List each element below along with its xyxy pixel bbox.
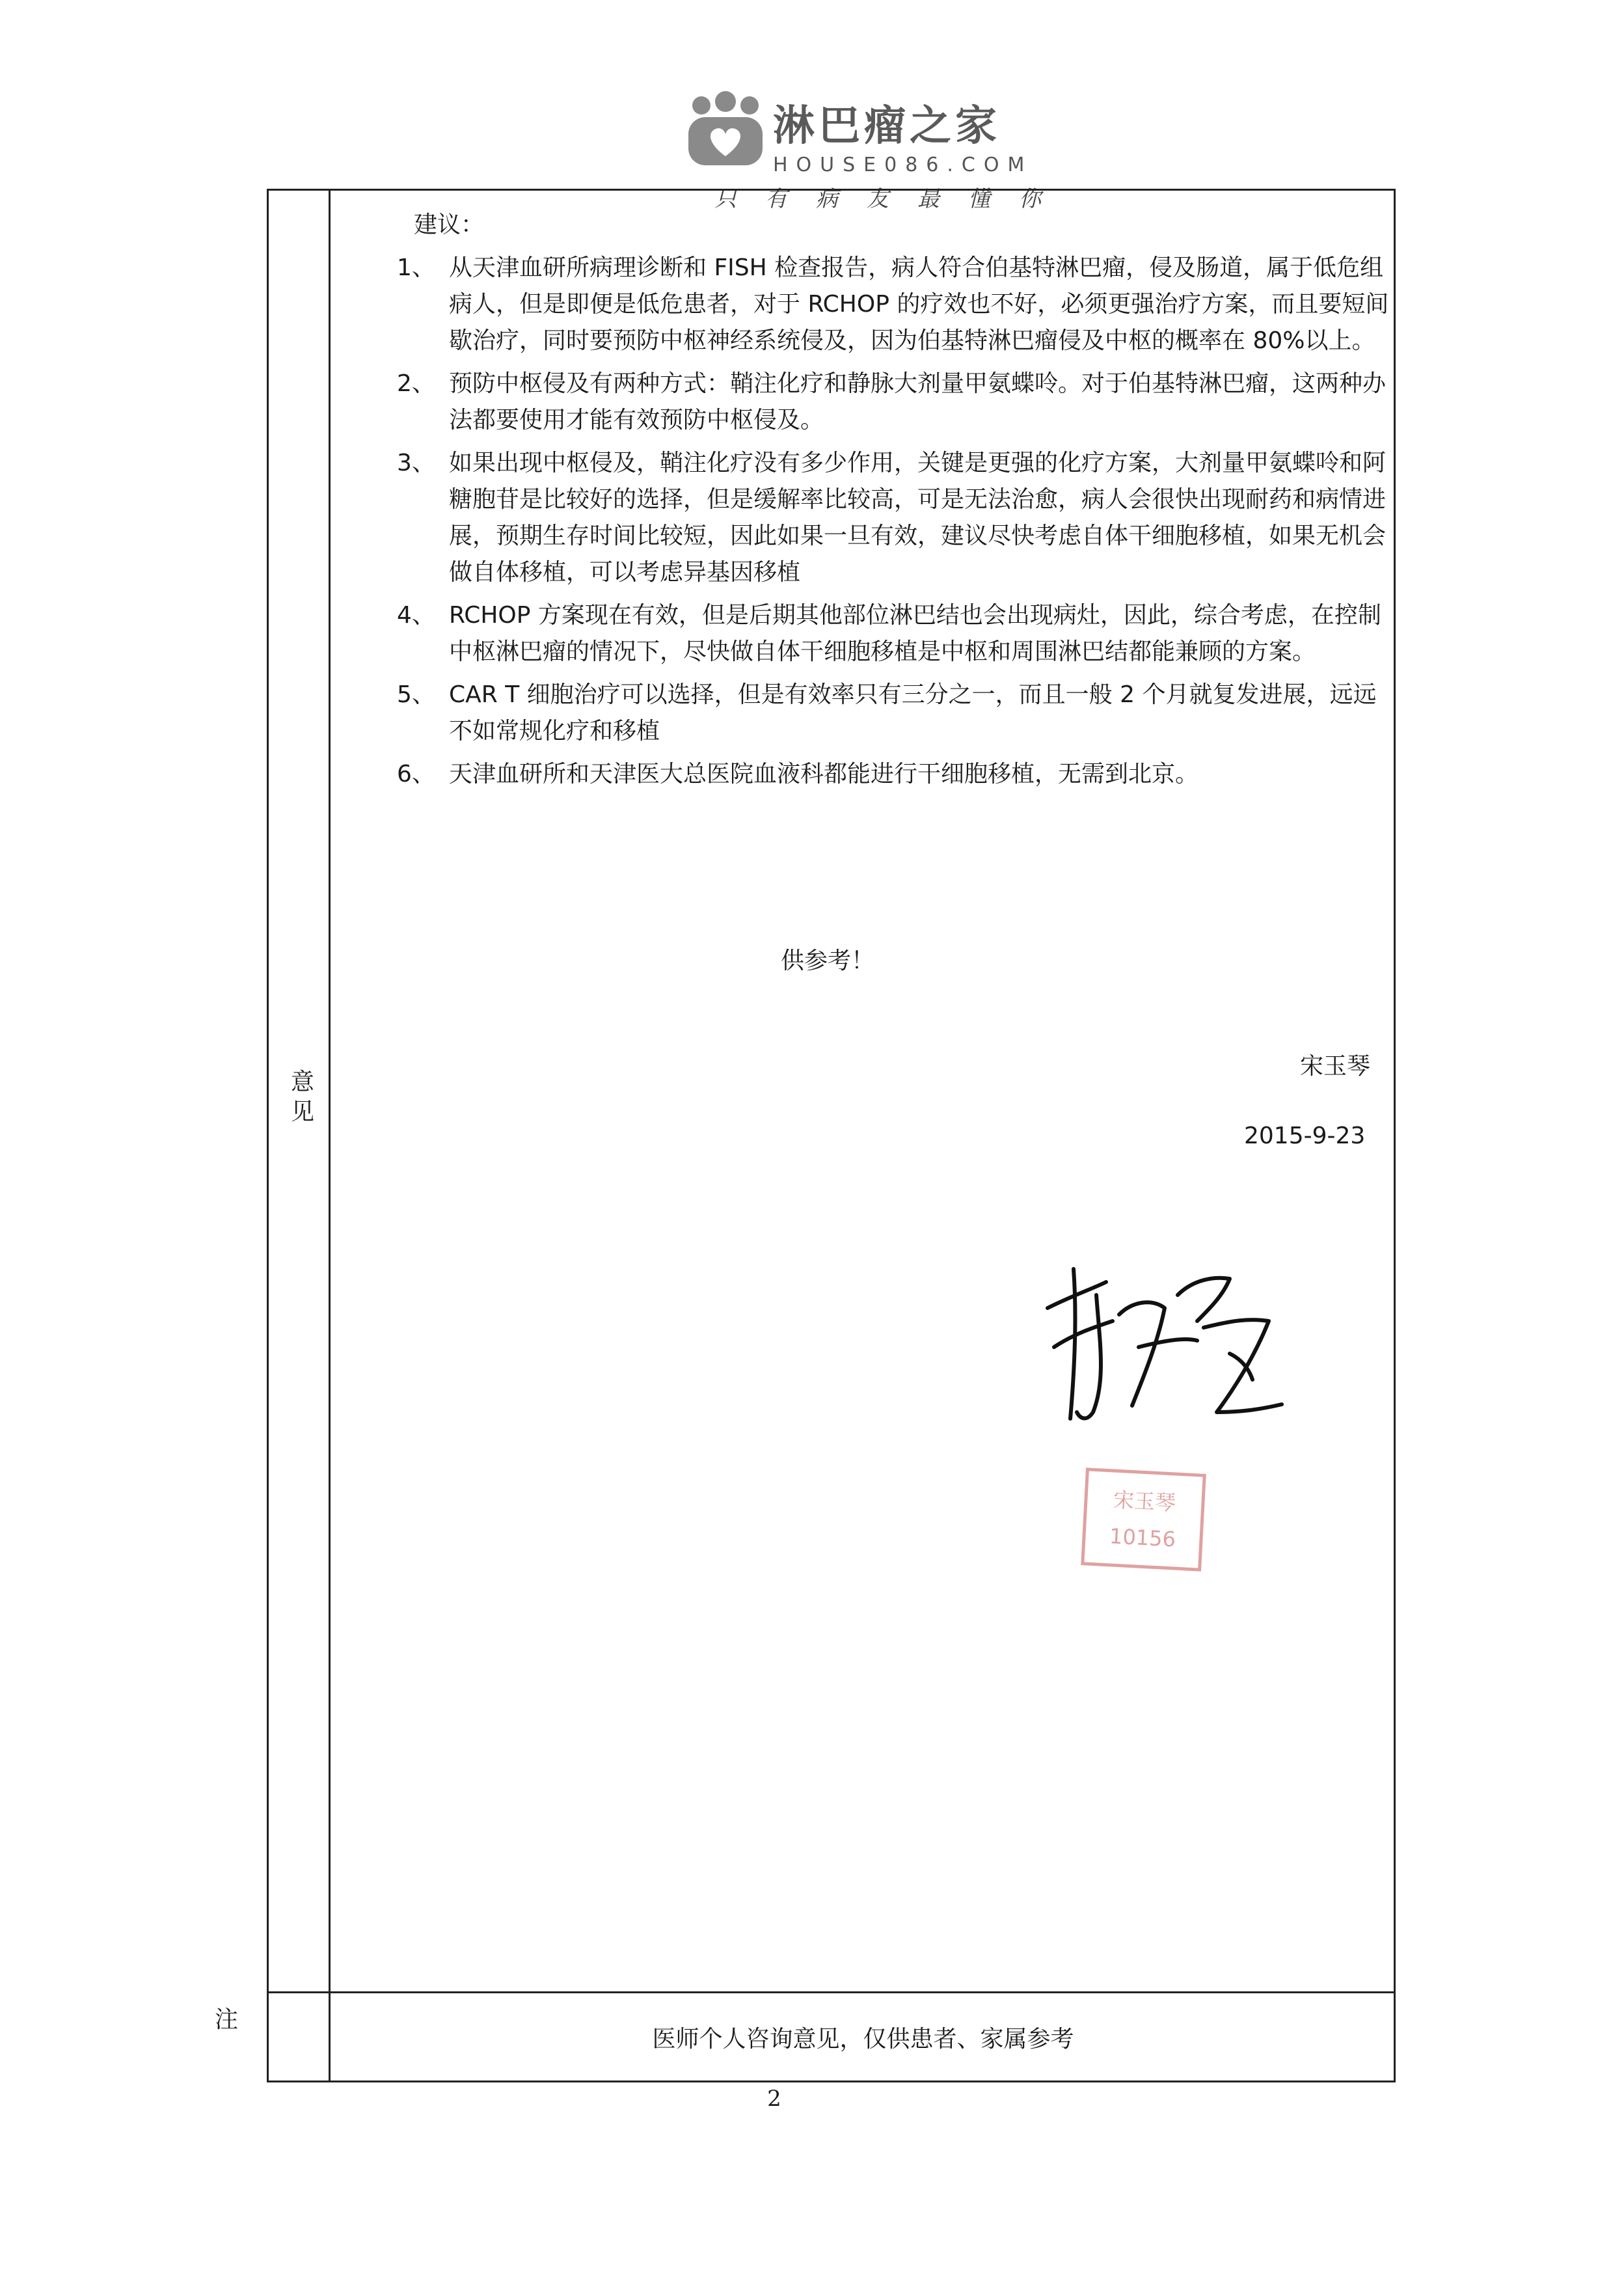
item-text: CAR T 细胞治疗可以选择，但是有效率只有三分之一，而且一般 2 个月就复发进展，远远不如常规化疗和移植 (449, 681, 1377, 744)
list-item (397, 445, 1392, 591)
item-number: 6 、 (397, 756, 435, 793)
list-item (397, 366, 1392, 439)
section-heading: 建议： (414, 211, 485, 238)
seal-stamp (1081, 1467, 1206, 1571)
table-column-divider (329, 189, 331, 2082)
list-item (397, 597, 1392, 670)
item-text: 天津血研所和天津医大总医院血液科都能进行干细胞移植，无需到北京。 (449, 761, 1199, 787)
page-number: 2 (767, 2086, 781, 2112)
note-label: 注 (215, 2006, 239, 2033)
item-number: 3 、 (397, 445, 435, 482)
opinion-label: 意见 (290, 1069, 314, 1125)
table-row-divider (267, 1991, 1396, 1993)
logo-title: 淋巴瘤之家 (773, 102, 1001, 150)
item-number: 5 、 (397, 677, 435, 713)
signature-date: 2015-9-23 (1244, 1123, 1366, 1149)
stamp-name: 宋玉琴 (1113, 1487, 1176, 1516)
item-text: 如果出现中枢侵及，鞘注化疗没有多少作用，关键是更强的化疗方案，大剂量甲氨蝶呤和阿糖胞苷是比较好的选择，但是缓解率比较高，可是无法治愈，病人会很快出现耐药和病情进展，预期生存时间比较短，因此如果一旦有效，建议尽快考虑自体干细胞移植，如果无机会做自体移植，可以考虑异基因移植 (449, 450, 1387, 586)
logo-slogan: 只有病友最懂你 (714, 186, 1070, 212)
item-number: 4 、 (397, 597, 435, 634)
handwritten-signature (1035, 1256, 1295, 1438)
list-item (397, 677, 1392, 750)
item-number: 1 、 (397, 250, 435, 286)
stamp-number: 10156 (1109, 1523, 1176, 1552)
item-text: 预防中枢侵及有两种方式：鞘注化疗和静脉大剂量甲氨蝶呤。对于伯基特淋巴瘤，这两种办法都要使用才能有效预防中枢侵及。 (449, 370, 1387, 433)
logo-subtitle: HOUSE086.COM (773, 154, 1033, 176)
item-text: RCHOP 方案现在有效，但是后期其他部位淋巴结也会出现病灶，因此，综合考虑，在控制中枢淋巴瘤的情况下，尽快做自体干细胞移植是中枢和周围淋巴结都能兼顾的方案。 (449, 602, 1381, 665)
note-text: 医师个人咨询意见，仅供患者、家属参考 (652, 2026, 1074, 2053)
opinion-content (397, 207, 1392, 799)
item-number: 2 、 (397, 366, 435, 402)
closing-remark: 供参考！ (781, 948, 875, 974)
signer-name: 宋玉琴 (1300, 1053, 1371, 1080)
list-item (397, 250, 1392, 359)
logo-heart-icon (683, 91, 768, 169)
list-item (397, 756, 1392, 793)
item-text: 从天津血研所病理诊断和 FISH 检查报告，病人符合伯基特淋巴瘤，侵及肠道，属于低危组病人，但是即便是低危患者，对于 RCHOP 的疗效也不好，必须更强治疗方案，而且要短间歇治疗，同时要预防中枢神经系统侵及，因为伯基特淋巴瘤侵及中枢的概率在 80%以上。 (449, 254, 1389, 354)
